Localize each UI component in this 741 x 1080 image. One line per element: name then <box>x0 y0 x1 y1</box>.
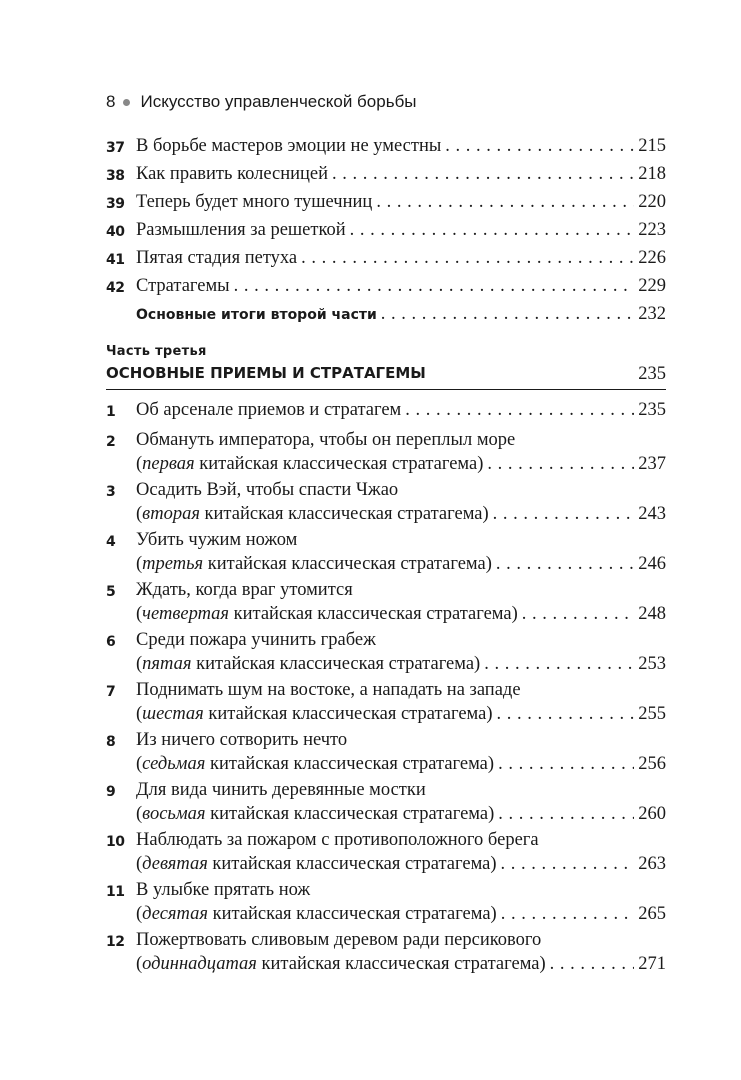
stratagem-ordinal: десятая <box>142 904 208 924</box>
toc-entry-number: 41 <box>106 252 125 268</box>
leader-dots <box>301 246 634 270</box>
toc-entry-number: 9 <box>106 784 116 800</box>
toc-entry-title: В улыбке прятать нож <box>136 880 311 900</box>
toc-entry-number: 11 <box>106 884 125 900</box>
toc-entry-page: 255 <box>638 704 666 724</box>
leader-dots <box>496 552 634 576</box>
stratagem-ordinal: пятая <box>142 654 192 674</box>
leader-dots <box>501 852 635 876</box>
header-page-number: 8 <box>106 92 116 111</box>
stratagem-subtitle: китайская классическая стратагема) <box>194 454 484 474</box>
toc-entry-page: 246 <box>638 554 666 574</box>
toc-entry-number: 12 <box>106 934 125 950</box>
toc-entry-number: 10 <box>106 834 125 850</box>
stratagem-ordinal: шестая <box>142 704 204 724</box>
leader-dots <box>381 302 634 326</box>
toc-entry-number: 7 <box>106 684 116 700</box>
toc-entry-number: 2 <box>106 434 116 450</box>
stratagem-subtitle: китайская классическая стратагема) <box>256 954 546 974</box>
toc-entry-title: Обмануть императора, чтобы он переплыл море <box>136 430 516 450</box>
toc-entry-number: 3 <box>106 484 116 500</box>
leader-dots <box>332 162 634 186</box>
leader-dots <box>484 652 634 676</box>
stratagem-ordinal: вторая <box>142 504 200 524</box>
toc-entry-number: 40 <box>106 224 125 240</box>
toc-entry-title: Убить чужим ножом <box>136 530 298 550</box>
running-header <box>106 92 417 112</box>
toc-entry-page: 271 <box>638 954 666 974</box>
toc-entry-page: 253 <box>638 654 666 674</box>
leader-dots <box>522 602 635 626</box>
header-title: Искусство управленческой борьбы <box>140 92 417 111</box>
toc-entry-page: 226 <box>638 248 666 268</box>
stratagem-ordinal: третья <box>142 554 204 574</box>
toc-entry-title: Ждать, когда враг утомится <box>136 580 353 600</box>
toc-entry-page: 248 <box>638 604 666 624</box>
stratagem-ordinal: девятая <box>142 854 208 874</box>
part-title-text: ОСНОВНЫЕ ПРИЕМЫ И СТРАТАГЕМЫ <box>106 364 426 382</box>
toc-entry-page: 220 <box>638 192 666 212</box>
toc-entry-title: Стратагемы <box>136 276 230 296</box>
stratagem-subtitle: китайская классическая стратагема) <box>207 904 497 924</box>
bullet-icon <box>123 99 130 106</box>
leader-dots <box>350 218 635 242</box>
leader-dots <box>405 398 634 422</box>
toc-entry-page: 223 <box>638 220 666 240</box>
toc-entry-page: 229 <box>638 276 666 296</box>
part-label: Часть третья <box>106 344 207 359</box>
toc-entry-number: 4 <box>106 534 116 550</box>
leader-dots <box>501 902 635 926</box>
toc-entry-page: 260 <box>638 804 666 824</box>
toc-entry-page: 263 <box>638 854 666 874</box>
toc-entry-title: В борьбе мастеров эмоции не уместны <box>136 136 442 156</box>
leader-dots <box>497 702 635 726</box>
toc-entry-title: Из ничего сотворить нечто <box>136 730 348 750</box>
leader-dots <box>493 502 635 526</box>
toc-entry-title: Осадить Вэй, чтобы спасти Чжао <box>136 480 399 500</box>
stratagem-subtitle: китайская классическая стратагема) <box>199 504 489 524</box>
stratagem-ordinal: первая <box>142 454 195 474</box>
toc-entry-number: 6 <box>106 634 116 650</box>
leader-dots <box>498 802 634 826</box>
toc-entry-title: Пожертвовать сливовым деревом ради персикового <box>136 930 542 950</box>
leader-dots <box>376 190 634 214</box>
leader-dots <box>550 952 635 976</box>
toc-entry-title: Поднимать шум на востоке, а нападать на западе <box>136 680 521 700</box>
toc-entry-number: 5 <box>106 584 116 600</box>
toc-entry-number: 42 <box>106 280 125 296</box>
part-title[interactable] <box>106 364 666 390</box>
stratagem-subtitle: китайская классическая стратагема) <box>207 854 497 874</box>
toc-entry-page: 215 <box>638 136 666 156</box>
stratagem-subtitle: китайская классическая стратагема) <box>229 604 518 624</box>
toc-entry-number: 8 <box>106 734 116 750</box>
stratagem-ordinal: одиннадцатая <box>142 954 257 974</box>
toc-entry-number: 37 <box>106 140 125 156</box>
toc-entry-number: 39 <box>106 196 125 212</box>
toc-entry-title: Как править колесницей <box>136 164 329 184</box>
toc-entry-title: Об арсенале приемов и стратагем <box>136 400 402 420</box>
leader-dots <box>498 752 634 776</box>
leader-dots <box>445 134 634 158</box>
leader-dots <box>234 274 635 298</box>
stratagem-subtitle: китайская классическая стратагема) <box>191 654 481 674</box>
toc-entry-number: 1 <box>106 404 116 420</box>
toc-entry-page: 218 <box>638 164 666 184</box>
toc-entry-page: 237 <box>638 454 666 474</box>
stratagem-ordinal: четвертая <box>142 604 230 624</box>
toc-entry-page: 235 <box>638 400 666 420</box>
stratagem-subtitle: китайская классическая стратагема) <box>203 554 492 574</box>
toc-entry-title: Среди пожара учинить грабеж <box>136 630 376 650</box>
toc-entry-page: 243 <box>638 504 666 524</box>
toc-entry-title: Для вида чинить деревянные мостки <box>136 780 426 800</box>
toc-entry-title: Наблюдать за пожаром с противоположного берега <box>136 830 539 850</box>
stratagem-ordinal: восьмая <box>142 804 206 824</box>
toc-entry-page: 256 <box>638 754 666 774</box>
part-title-page: 235 <box>638 364 666 384</box>
summary-page: 232 <box>638 304 666 324</box>
toc-entry-title: Размышления за решеткой <box>136 220 346 240</box>
toc-entry-title: Пятая стадия петуха <box>136 248 298 268</box>
toc-entry-number: 38 <box>106 168 125 184</box>
summary-title: Основные итоги второй части <box>136 307 377 323</box>
stratagem-subtitle: китайская классическая стратагема) <box>203 704 493 724</box>
stratagem-subtitle: китайская классическая стратагема) <box>205 804 495 824</box>
toc-entry-page: 265 <box>638 904 666 924</box>
toc-entry-title: Теперь будет много тушечниц <box>136 192 373 212</box>
stratagem-ordinal: седьмая <box>142 754 206 774</box>
stratagem-subtitle: китайская классическая стратагема) <box>205 754 495 774</box>
leader-dots <box>487 452 634 476</box>
